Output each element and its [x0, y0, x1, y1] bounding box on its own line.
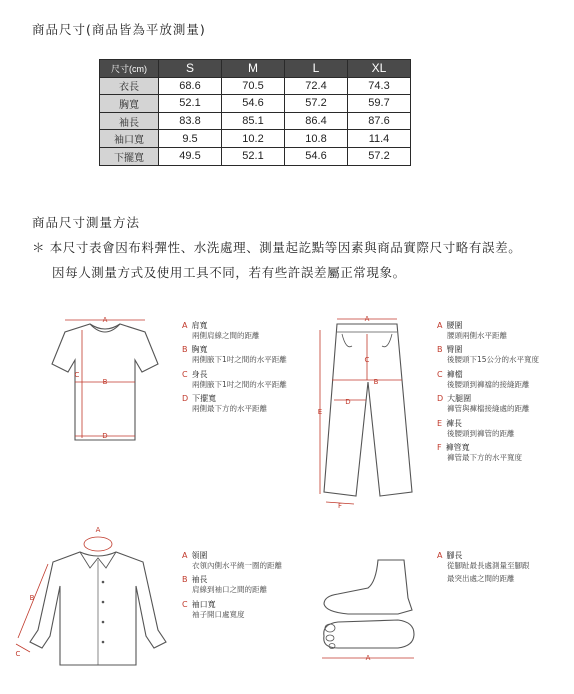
legend-desc: 兩側腋下1吋之間的水平距離 [192, 379, 287, 389]
size-table [99, 59, 411, 166]
table-row [100, 112, 411, 130]
table-cell: 54.6 [222, 95, 285, 113]
table-row [100, 147, 411, 165]
legend-desc: 從腳趾最長處測量至腳跟 [447, 561, 530, 570]
legend-item [437, 321, 572, 340]
legend-item [182, 575, 312, 594]
method-note-1 [32, 238, 521, 256]
table-cell: 85.1 [222, 112, 285, 130]
shirt-diagram [8, 520, 168, 665]
diagram-label-a: A [95, 526, 101, 534]
legend-item [182, 600, 312, 619]
table-cell: 83.8 [159, 112, 222, 130]
row-header: 袖口寬 [100, 130, 159, 148]
bullet-icon: ＊ [32, 240, 46, 255]
column-header: L [285, 60, 348, 78]
diagram-label-f: F [337, 502, 343, 510]
pants-diagram [312, 312, 422, 512]
tshirt-legend [182, 321, 312, 419]
tshirt-diagram [50, 312, 160, 452]
method-note-2: 因每人測量方式及使用工具不同，若有些許誤差屬正常現象。 [52, 265, 406, 280]
legend-key: A [437, 321, 443, 330]
legend-desc: 腰頭兩側水平距離 [447, 331, 507, 340]
table-corner-header: 尺寸(cm) [100, 60, 159, 78]
legend-desc: 衣領內側水平繞一圈的距離 [192, 561, 282, 570]
column-header: S [159, 60, 222, 78]
legend-item [437, 551, 572, 584]
column-header: M [222, 60, 285, 78]
table-cell: 72.4 [285, 77, 348, 95]
table-cell: 57.2 [348, 147, 411, 165]
legend-key: E [437, 418, 443, 428]
legend-desc: 兩側最下方的水平距離 [192, 404, 267, 414]
legend-desc: 後腰頭到褲襠的接縫距離 [447, 379, 530, 389]
legend-item [437, 370, 572, 389]
legend-item [437, 443, 572, 462]
legend-title: 褲管寬 [445, 442, 470, 452]
legend-title: 袖口寬 [191, 599, 216, 609]
legend-key: C [437, 369, 443, 379]
legend-title: 胸寬 [191, 345, 208, 355]
legend-key: F [437, 442, 442, 452]
column-header: XL [348, 60, 411, 78]
table-cell: 10.2 [222, 130, 285, 148]
legend-title: 褲檔 [446, 369, 463, 379]
legend-desc: 後腰頭下15公分的水平寬度 [447, 355, 540, 365]
table-cell: 74.3 [348, 77, 411, 95]
legend-title: 袖長 [191, 575, 208, 585]
legend-title: 臀圍 [446, 345, 463, 355]
diagram-label-a: A [102, 316, 108, 324]
legend-title: 大腿圍 [447, 394, 472, 404]
legend-key: D [182, 394, 189, 404]
legend-desc: 兩側腋下1吋之間的水平距離 [192, 355, 287, 365]
diagram-label-a: A [365, 654, 371, 662]
legend-key: D [437, 394, 444, 404]
legend-title: 領圍 [191, 551, 208, 560]
legend-key: B [182, 345, 188, 355]
legend-item [182, 551, 312, 570]
diagram-label-d: D [102, 432, 108, 440]
table-cell: 68.6 [159, 77, 222, 95]
row-header: 衣長 [100, 77, 159, 95]
diagram-label-b: B [373, 378, 379, 386]
page-title: 商品尺寸(商品皆為平放測量) [32, 22, 206, 37]
legend-title: 腰圍 [446, 321, 463, 330]
pants-legend [437, 321, 572, 467]
legend-key: A [182, 551, 188, 560]
legend-item [437, 345, 572, 364]
legend-desc: 兩側肩線之間的距離 [192, 331, 260, 340]
diagram-label-b: B [29, 594, 35, 602]
legend-item [182, 370, 312, 389]
table-row [100, 77, 411, 95]
legend-desc: 肩線到袖口之間的距離 [192, 585, 267, 595]
legend-desc: 後腰頭到褲管的距離 [447, 428, 515, 438]
diagram-label-c: C [15, 650, 21, 658]
table-cell: 57.2 [285, 95, 348, 113]
table-cell: 11.4 [348, 130, 411, 148]
legend-desc: 褲管最下方的水平寬度 [447, 452, 522, 462]
row-header: 胸寬 [100, 95, 159, 113]
diagram-label-a: A [364, 315, 370, 323]
legend-key: B [437, 345, 443, 355]
legend-desc: 最突出處之間的距離 [447, 574, 515, 584]
legend-title: 下擺寬 [192, 394, 217, 404]
foot-diagram [318, 558, 418, 668]
table-cell: 9.5 [159, 130, 222, 148]
table-cell: 49.5 [159, 147, 222, 165]
table-header-row [100, 60, 411, 78]
legend-desc: 袖子開口處寬度 [192, 609, 245, 619]
legend-key: C [182, 599, 188, 609]
legend-item [182, 394, 312, 413]
row-header: 袖長 [100, 112, 159, 130]
table-cell: 70.5 [222, 77, 285, 95]
table-cell: 52.1 [222, 147, 285, 165]
row-header: 下擺寬 [100, 147, 159, 165]
legend-item [437, 419, 572, 438]
legend-title: 腳長 [446, 551, 463, 560]
diagram-label-c: C [74, 371, 80, 379]
legend-item [182, 321, 312, 340]
table-row [100, 95, 411, 113]
diagram-label-d: D [345, 398, 351, 406]
table-cell: 59.7 [348, 95, 411, 113]
table-cell: 86.4 [285, 112, 348, 130]
table-cell: 52.1 [159, 95, 222, 113]
legend-item [182, 345, 312, 364]
legend-key: C [182, 369, 188, 379]
table-cell: 10.8 [285, 130, 348, 148]
legend-title: 肩寬 [191, 321, 208, 330]
legend-key: A [182, 321, 188, 330]
diagram-label-b: B [102, 378, 108, 386]
table-cell: 87.6 [348, 112, 411, 130]
diagram-label-e: E [317, 408, 323, 416]
legend-item [437, 394, 572, 413]
legend-key: B [182, 575, 188, 585]
method-title: 商品尺寸測量方法 [32, 215, 141, 230]
legend-key: A [437, 551, 443, 560]
foot-legend [437, 551, 572, 589]
diagram-label-c: C [364, 356, 370, 364]
table-row [100, 130, 411, 148]
legend-title: 身長 [191, 369, 208, 379]
method-note-text-1: 本尺寸表會因布料彈性、水洗處理、測量起訖點等因素與商品實際尺寸略有誤差。 [49, 240, 522, 255]
table-cell: 54.6 [285, 147, 348, 165]
shirt-legend [182, 551, 312, 624]
legend-title: 褲長 [446, 418, 463, 428]
legend-desc: 褲管與褲檔接縫處的距離 [447, 404, 530, 414]
